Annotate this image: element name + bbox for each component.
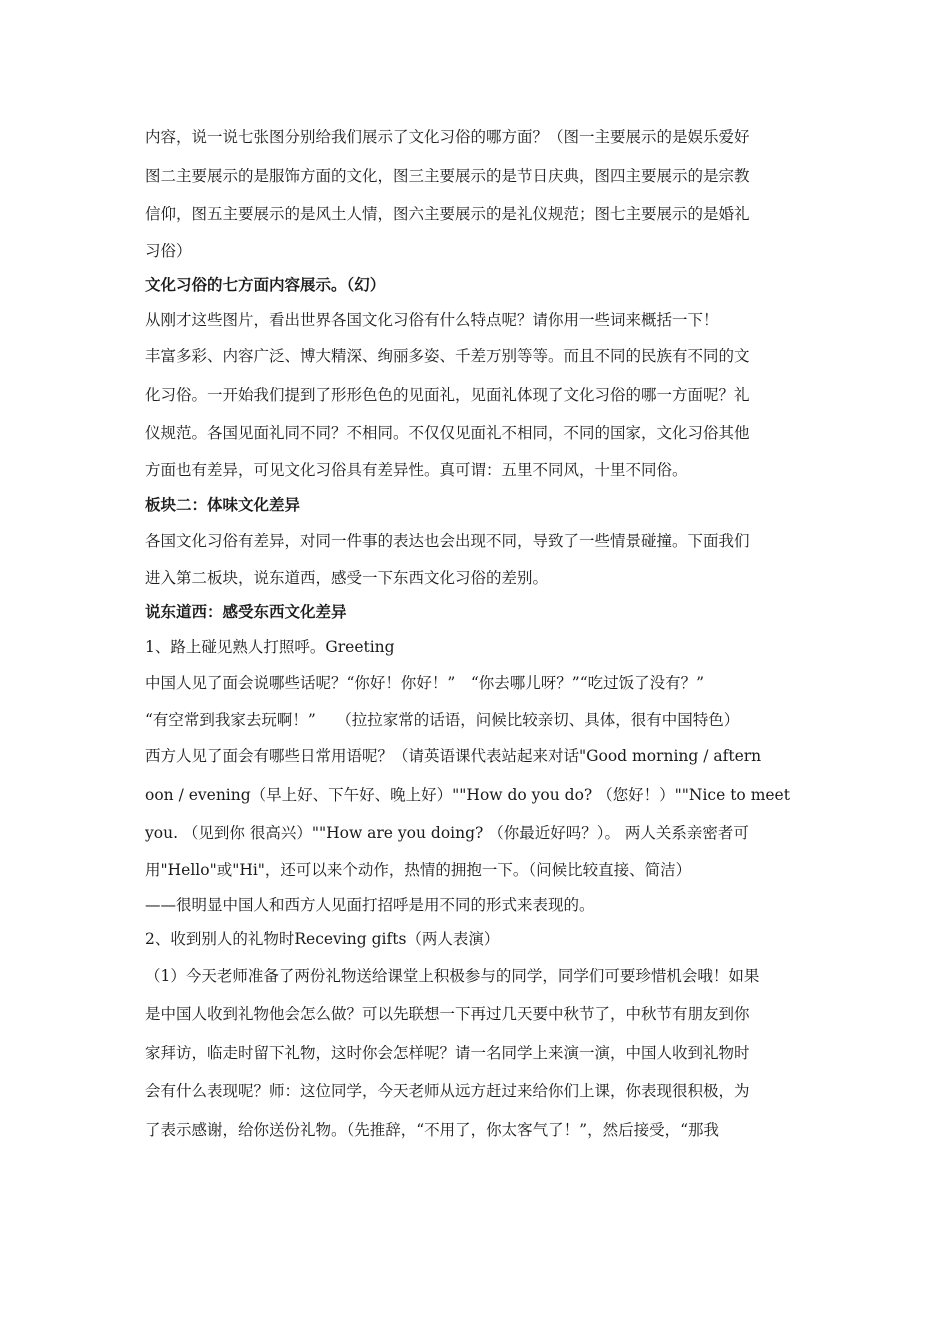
document-body [145, 118, 810, 1150]
paragraph-line: 习俗） [145, 241, 192, 260]
paragraph-line: 是中国人收到礼物他会怎么做？可以先联想一下再过几天要中秋节了，中秋节有朋友到你 [145, 1005, 750, 1024]
paragraph-line: 进入第二板块，说东道西，感受一下东西文化习俗的差别。 [145, 568, 549, 587]
paragraph-line: 丰富多彩、内容广泛、博大精深、绚丽多姿、千差万别等等。而且不同的民族有不同的文 [145, 347, 750, 366]
paragraph-line: 仪规范。各国见面礼同不同？不相同。不仅仅见面礼不相同，不同的国家，文化习俗其他 [145, 424, 750, 443]
paragraph-line: 2、收到别人的礼物时Receving gifts（两人表演） [145, 930, 500, 949]
paragraph-line: 用"Hello"或"Hi"，还可以来个动作，热情的拥抱一下。（问候比较直接、简洁） [145, 861, 692, 880]
paragraph-line: 信仰，图五主要展示的是风土人情，图六主要展示的是礼仪规范；图七主要展示的是婚礼 [145, 205, 750, 224]
section-heading: 文化习俗的七方面内容展示。（幻） [145, 275, 386, 295]
paragraph-line: 了表示感谢，给你送份礼物。（先推辞，“不用了，你太客气了！”，然后接受，“那我 [145, 1120, 720, 1139]
paragraph-line: “有空常到我家去玩啊！” （拉拉家常的话语，问候比较亲切、具体，很有中国特色） [145, 710, 740, 729]
paragraph-line: 各国文化习俗有差异，对同一件事的表达也会出现不同，导致了一些情景碰撞。下面我们 [145, 532, 750, 551]
paragraph-line: 西方人见了面会有哪些日常用语呢？（请英语课代表站起来对话"Good morning / aftern [145, 747, 762, 766]
paragraph-line: oon / evening（早上好、下午好、晚上好）""How do you do? （您好！）""Nice to meet [145, 785, 790, 804]
paragraph-line: 化习俗。一开始我们提到了形形色色的见面礼，见面礼体现了文化习俗的哪一方面呢？礼 [145, 385, 750, 404]
paragraph-line: you. （见到你 很高兴）""How are you doing? （你最近好吗？）。 两人关系亲密者可 [145, 824, 749, 843]
paragraph-line: 方面也有差异，可见文化习俗具有差异性。真可谓：五里不同风，十里不同俗。 [145, 461, 688, 480]
section-heading: 说东道西：感受东西文化差异 [145, 602, 347, 622]
paragraph-line: 从刚才这些图片，看出世界各国文化习俗有什么特点呢？请你用一些词来概括一下！ [145, 310, 719, 329]
paragraph-line: （1）今天老师准备了两份礼物送给课堂上积极参与的同学，同学们可要珍惜机会哦！如果 [145, 966, 760, 985]
paragraph-line: 中国人见了面会说哪些话呢？“你好！你好！” “你去哪儿呀？”“吃过饭了没有？” [145, 674, 705, 693]
paragraph-line: 家拜访，临走时留下礼物，这时你会怎样呢？请一名同学上来演一演，中国人收到礼物时 [145, 1043, 750, 1062]
paragraph-line: 图二主要展示的是服饰方面的文化，图三主要展示的是节日庆典，图四主要展示的是宗教 [145, 166, 750, 185]
paragraph-line: 内容，说一说七张图分别给我们展示了文化习俗的哪方面？（图一主要展示的是娱乐爱好 [145, 128, 750, 146]
section-heading: 板块二：体味文化差异 [145, 494, 301, 514]
paragraph-line: ——很明显中国人和西方人见面打招呼是用不同的形式来表现的。 [145, 895, 595, 914]
paragraph-line: 1、路上碰见熟人打照呼。Greeting [145, 637, 395, 656]
paragraph-line: 会有什么表现呢？师：这位同学，今天老师从远方赶过来给你们上课，你表现很积极，为 [145, 1082, 750, 1101]
